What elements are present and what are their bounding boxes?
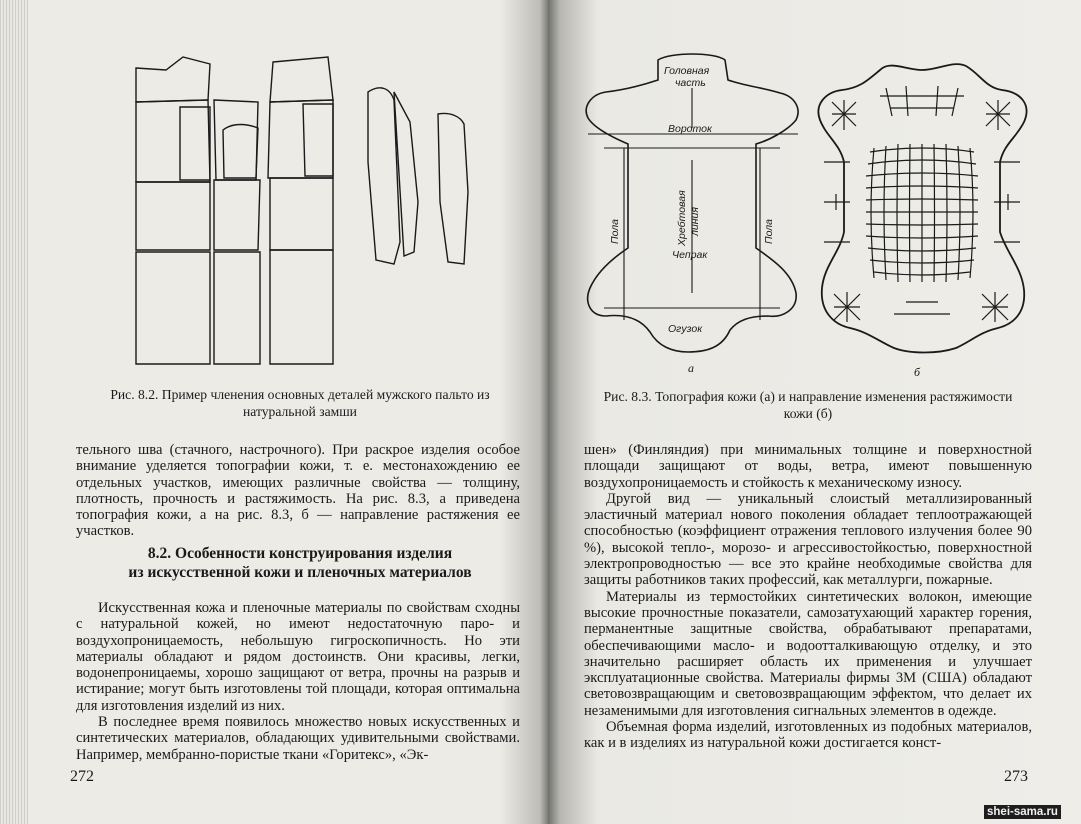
page-number-right: 273 [1004, 768, 1028, 785]
label-spine: Хребтовая [676, 190, 688, 246]
paragraph-1: Искусственная кожа и пленочные материалы по свойствам сходны с натуральной кожей, но имеют недостаточную паро- и воздухопроницаемость, небольшую гигроскопичность. Но эти материалы обладают и рядом достоинств. Они красивы, легки, водонепроницаемы, хорошо защищают от ветра, прочны на разрыв и истирание; могут быть изготовлены той площади, которая оптимальна для изготовления изделий из них. [76, 600, 520, 714]
intro-text: тельного шва (стачного, настрочного). При раскрое изделия особое внимание уделяется топографии кожи, т. е. местонахождению ее отдельных участков, имеющих различные свойства — толщину, плотность, прочность и растяжимость. На рис. 8.3, а приведена топография кожи, а на рис. 8.3, б — направление растяжения ее участков. [76, 442, 520, 540]
figure-8-3-caption: Рис. 8.3. Топография кожи (а) и направление изменения растяжимости кожи (б) [603, 389, 1013, 421]
paragraph-volume: Объемная форма изделий, изготовленных из подобных материалов, как и в изделиях из натуральной кожи достигается конст- [584, 719, 1032, 752]
skin-topography-figure-a [580, 48, 805, 378]
body-text-left [76, 600, 520, 763]
label-head: Головная [664, 65, 710, 77]
sublabel-a: а [688, 361, 694, 375]
watermark: shei-sama.ru [984, 805, 1061, 819]
label-head-2: часть [675, 77, 706, 89]
figure-8-2-caption: Рис. 8.2. Пример членения основных деталей мужского пальто из натуральной замши [110, 387, 490, 419]
label-spine-2: линия [689, 207, 701, 236]
paragraph-continuation: шен» (Финляндия) при минимальных толщине и поверхностной площади защищают от воды, ветра, имеют повышенную воздухопроницаемость и стойкость к механическому износу. [584, 442, 1032, 491]
label-butt: Огузок [668, 323, 703, 335]
paragraph-2: В последнее время появилось множество новых искусственных и синтетических материалов, обладающих удивительными свойствами. Например, мембранно-пористые ткани «Горитекс», «Эк- [76, 714, 520, 763]
page-number-left: 272 [70, 768, 94, 785]
body-text-right [584, 442, 1032, 752]
section-heading-line1: 8.2. Особенности конструирования изделия [147, 545, 453, 562]
skin-stretch-figure-b [810, 52, 1035, 380]
intro-paragraph [76, 442, 520, 540]
page-edges [0, 0, 28, 824]
label-flank-right: Пола [763, 219, 775, 244]
section-heading [80, 544, 520, 582]
paragraph-thermo: Материалы из термостойких синтетических волокон, имеющие высокие прочностные показатели, самозатухающий характер горения, перманентные защитные свойства, обрабатывают препаратами, обеспечивающими масло- и водоотталкивающую отделку, и это значительно расширяет область их применения и улучшает эксплуатационные свойства. Материалы фирмы 3М (США) обладают световозвращающим и световозвращающим эффектом, что делает их незаменимыми для изготовления сигнальных элементов в одежде. [584, 588, 1032, 719]
section-heading-line2: из искусственной кожи и пленочных материалов [128, 564, 472, 581]
label-croupon: Чепрак [672, 249, 708, 261]
label-flank-left: Пола [609, 219, 621, 244]
coat-pattern-figure [128, 52, 488, 370]
paragraph-metallized: Другой вид — уникальный слоистый металлизированный эластичный материал нового поколения обладает теплоотражающей способностью (коэффициент отражения теплового излучения более 90 %), высокой тепло-, морозо- и агрессивостойкостью, поверхностной электропроводностью — все это крайне необходимые свойства для защиты работников таких профессий, как металлурги, пожарные. [584, 490, 1032, 589]
right-page [548, 0, 1081, 824]
label-collar: Вороток [668, 123, 712, 135]
sublabel-b: б [914, 365, 921, 379]
